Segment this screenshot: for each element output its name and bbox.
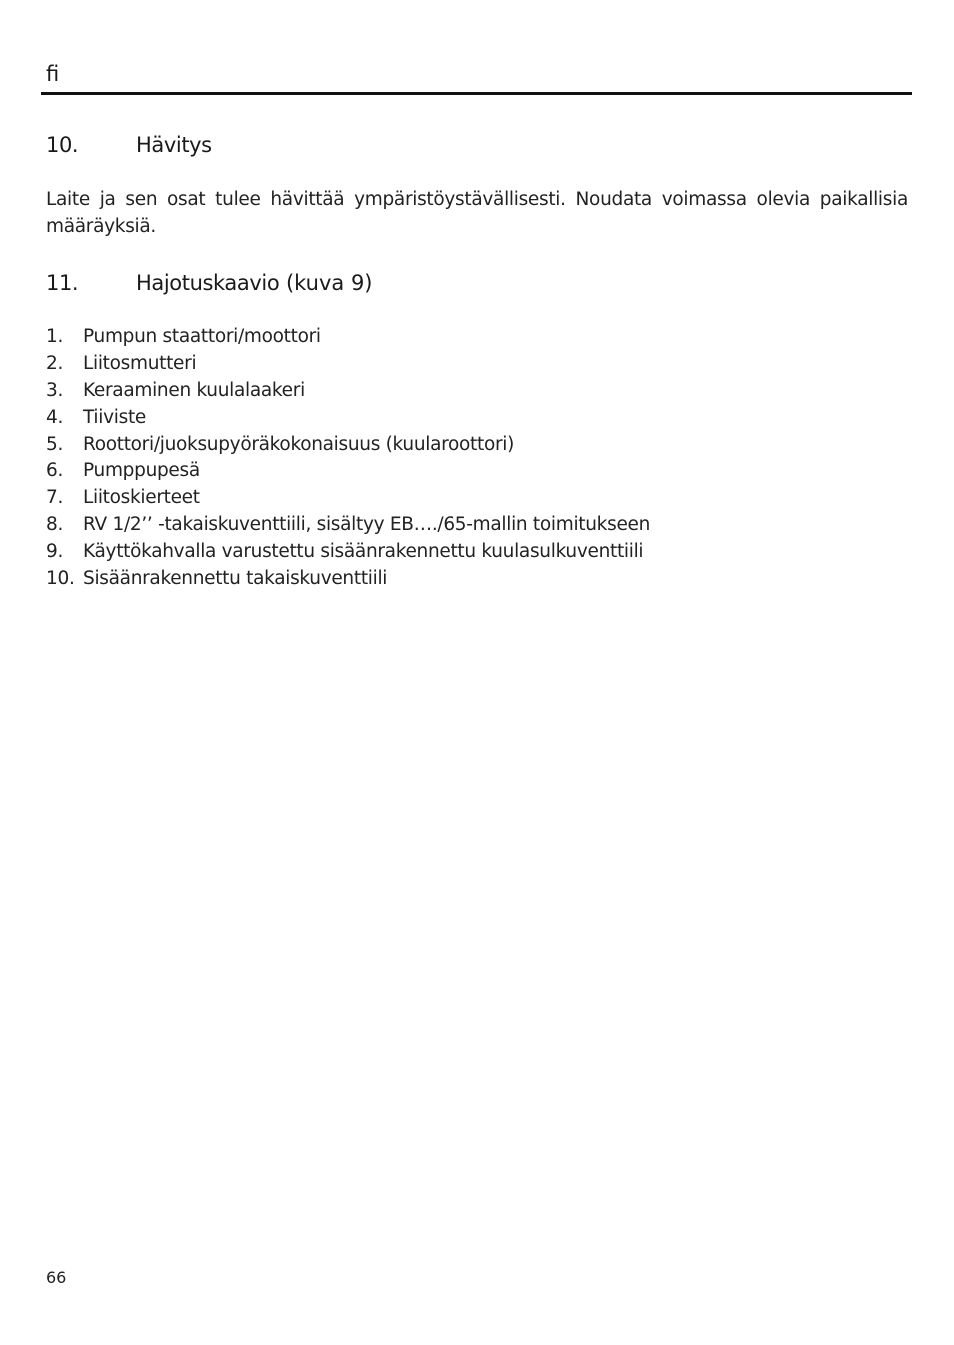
list-item — [46, 566, 650, 593]
page-number: 66 — [46, 1268, 67, 1287]
parts-list — [46, 324, 650, 593]
list-item-number: 3. — [46, 379, 64, 401]
list-item-text: Pumpun staattori/moottori — [83, 326, 321, 347]
list-item — [46, 458, 650, 485]
list-item — [46, 432, 650, 459]
list-item-number: 8. — [46, 514, 64, 536]
list-item-text: Käyttökahvalla varustettu sisäänrakennettu kuulasulkuventtiili — [83, 541, 644, 563]
list-item — [46, 539, 650, 566]
list-item-number: 5. — [46, 433, 64, 455]
list-item-text: Roottori/juoksupyöräkokonaisuus (kuularoottori) — [83, 433, 515, 455]
list-item-text: Pumppupesä — [83, 460, 200, 482]
section-title-text: Hajotuskaavio — [136, 271, 280, 295]
list-item-number: 4. — [46, 406, 64, 428]
list-item-number: 2. — [46, 352, 64, 374]
list-item-text: Tiiviste — [83, 406, 146, 428]
list-item — [46, 378, 650, 405]
list-item-number: 1. — [46, 326, 64, 347]
section-title — [136, 131, 212, 159]
header-rule — [41, 92, 912, 95]
list-item-text: RV 1/2’’ -takaiskuventtiili, sisältyy EB…./65-mallin toimitukseen — [83, 514, 651, 536]
list-item-number: 6. — [46, 460, 64, 482]
section-title-text: Hävitys — [136, 133, 212, 157]
list-item-number: 10. — [46, 568, 75, 590]
list-item — [46, 351, 650, 378]
section-number: 10. — [46, 133, 79, 157]
section-number: 11. — [46, 271, 79, 295]
list-item — [46, 512, 650, 539]
section-title — [136, 269, 373, 297]
list-item-number: 9. — [46, 541, 64, 563]
list-item-text: Liitoskierteet — [83, 487, 200, 509]
list-item — [46, 405, 650, 432]
list-item — [46, 324, 650, 351]
list-item-number: 7. — [46, 487, 64, 509]
list-item — [46, 485, 650, 512]
list-item-text: Keraaminen kuulalaakeri — [83, 379, 305, 401]
section-title-suffix: (kuva 9) — [279, 271, 373, 295]
list-item-text: Sisäänrakennettu takaiskuventtiili — [83, 568, 388, 590]
language-code: fi — [46, 62, 60, 86]
list-item-text: Liitosmutteri — [83, 352, 197, 374]
disposal-paragraph: Laite ja sen osat tulee hävittää ympäristöystävällisesti. Noudata voimassa olevia paikallisia määräyksiä. — [46, 189, 908, 237]
